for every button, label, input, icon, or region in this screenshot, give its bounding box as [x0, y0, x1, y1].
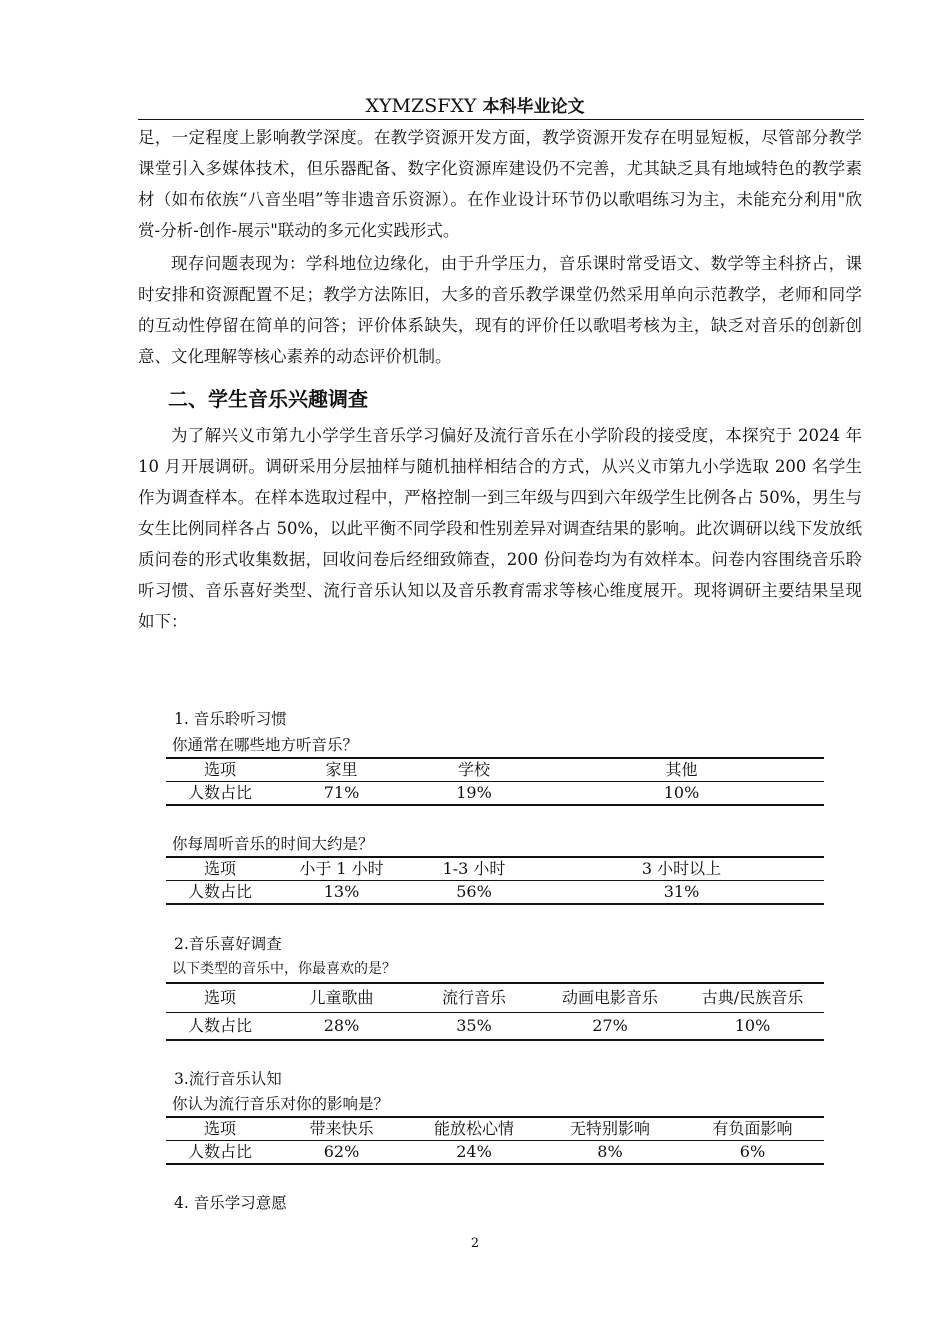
table-cell: 选项 [166, 1117, 274, 1141]
table-4-header [166, 1117, 824, 1141]
survey-section-3-title: 3.流行音乐认知 [174, 1070, 282, 1088]
question-3: 以下类型的音乐中，你最喜欢的是？ [172, 961, 396, 977]
header-latin: XYMZSFXY [365, 95, 477, 117]
paragraph-2: 现存问题表现为：学科地位边缘化，由于升学压力，音乐课时常受语文、数学等主科挤占，课时安排和资源配置不足；教学方法陈旧，大多的音乐教学课堂仍然采用单向示范教学，老师和同学的互动性停留在简单的问答；评价体系缺失，现有的评价任以歌唱考核为主，缺乏对音乐的创新创意、文化理解等核心素养的动态评价机制。 [138, 254, 862, 366]
table-cell: 古典/民族音乐 [681, 983, 824, 1013]
table-3-header [166, 983, 824, 1013]
table-cell: 24% [409, 1141, 539, 1165]
table-cell: 选项 [166, 758, 274, 782]
running-header [0, 94, 950, 119]
table-4 [166, 1116, 824, 1165]
table-cell: 动画电影音乐 [539, 983, 681, 1013]
table-cell: 27% [539, 1013, 681, 1041]
table-cell: 10% [539, 782, 824, 806]
table-cell: 35% [409, 1013, 539, 1041]
table-cell: 能放松心情 [409, 1117, 539, 1141]
question-4: 你认为流行音乐对你的影响是？ [172, 1095, 390, 1113]
table-cell: 选项 [166, 857, 274, 881]
table-cell: 家里 [274, 758, 409, 782]
table-cell: 19% [409, 782, 539, 806]
table-3 [166, 982, 824, 1041]
table-cell: 其他 [539, 758, 824, 782]
table-cell: 28% [274, 1013, 409, 1041]
table-1-row [166, 782, 824, 806]
survey-section-1-title: 1. 音乐聆听习惯 [174, 710, 287, 728]
table-cell: 31% [539, 881, 824, 905]
table-cell: 3 小时以上 [539, 857, 824, 881]
table-1 [166, 757, 824, 806]
survey-section-4-title: 4. 音乐学习意愿 [174, 1194, 287, 1212]
table-cell: 人数占比 [166, 1013, 274, 1041]
table-1-header [166, 758, 824, 782]
table-3-row [166, 1013, 824, 1041]
table-2-header [166, 857, 824, 881]
page-number: 2 [470, 1236, 480, 1251]
survey-section-2-title: 2.音乐喜好调查 [174, 935, 282, 953]
header-cjk: 本科毕业论文 [482, 97, 585, 117]
table-2 [166, 856, 824, 905]
table-cell: 带来快乐 [274, 1117, 409, 1141]
table-cell: 71% [274, 782, 409, 806]
header-rule [138, 119, 864, 120]
table-cell: 8% [539, 1141, 681, 1165]
table-cell: 56% [409, 881, 539, 905]
question-1: 你通常在哪些地方听音乐？ [172, 736, 359, 754]
paragraph-1: 足，一定程度上影响教学深度。在教学资源开发方面，教学资源开发存在明显短板，尽管部分教学课堂引入多媒体技术，但乐器配备、数字化资源库建设仍不完善，尤其缺乏具有地域特色的教学素材（如布依族“八音坐唱”等非遗音乐资源）。在作业设计环节仍以歌唱练习为主，未能充分利用"欣赏-分析-创作-展示"联动的多元化实践形式。 [138, 128, 862, 240]
table-cell: 流行音乐 [409, 983, 539, 1013]
table-cell: 学校 [409, 758, 539, 782]
table-cell: 人数占比 [166, 881, 274, 905]
table-4-row [166, 1141, 824, 1165]
table-cell: 6% [681, 1141, 824, 1165]
table-cell: 人数占比 [166, 1141, 274, 1165]
section-heading: 二、学生音乐兴趣调查 [168, 387, 368, 411]
table-cell: 62% [274, 1141, 409, 1165]
question-2: 你每周听音乐的时间大约是？ [172, 835, 374, 853]
table-cell: 13% [274, 881, 409, 905]
table-cell: 有负面影响 [681, 1117, 824, 1141]
table-cell: 人数占比 [166, 782, 274, 806]
paragraph-3: 为了解兴义市第九小学学生音乐学习偏好及流行音乐在小学阶段的接受度，本探究于 2024 年 10 月开展调研。调研采用分层抽样与随机抽样相结合的方式，从兴义市第九小学选取 200 名学生作为调查样本。在样本选取过程中，严格控制一到三年级与四到六年级学生比例各占 50%，男生与女生比例同样各占 50%，以此平衡不同学段和性别差异对调查结果的影响。此次调研以线下发放纸质问卷的形式收集数据，回收问卷后经细致筛查，200 份问卷均为有效样本。问卷内容围绕音乐聆听习惯、音乐喜好类型、流行音乐认知以及音乐教育需求等核心维度展开。现将调研主要结果呈现如下： [138, 426, 862, 631]
table-cell: 小于 1 小时 [274, 857, 409, 881]
body-text [138, 122, 862, 637]
table-cell: 1-3 小时 [409, 857, 539, 881]
table-cell: 无特别影响 [539, 1117, 681, 1141]
table-cell: 选项 [166, 983, 274, 1013]
table-cell: 10% [681, 1013, 824, 1041]
table-2-row [166, 881, 824, 905]
table-cell: 儿童歌曲 [274, 983, 409, 1013]
